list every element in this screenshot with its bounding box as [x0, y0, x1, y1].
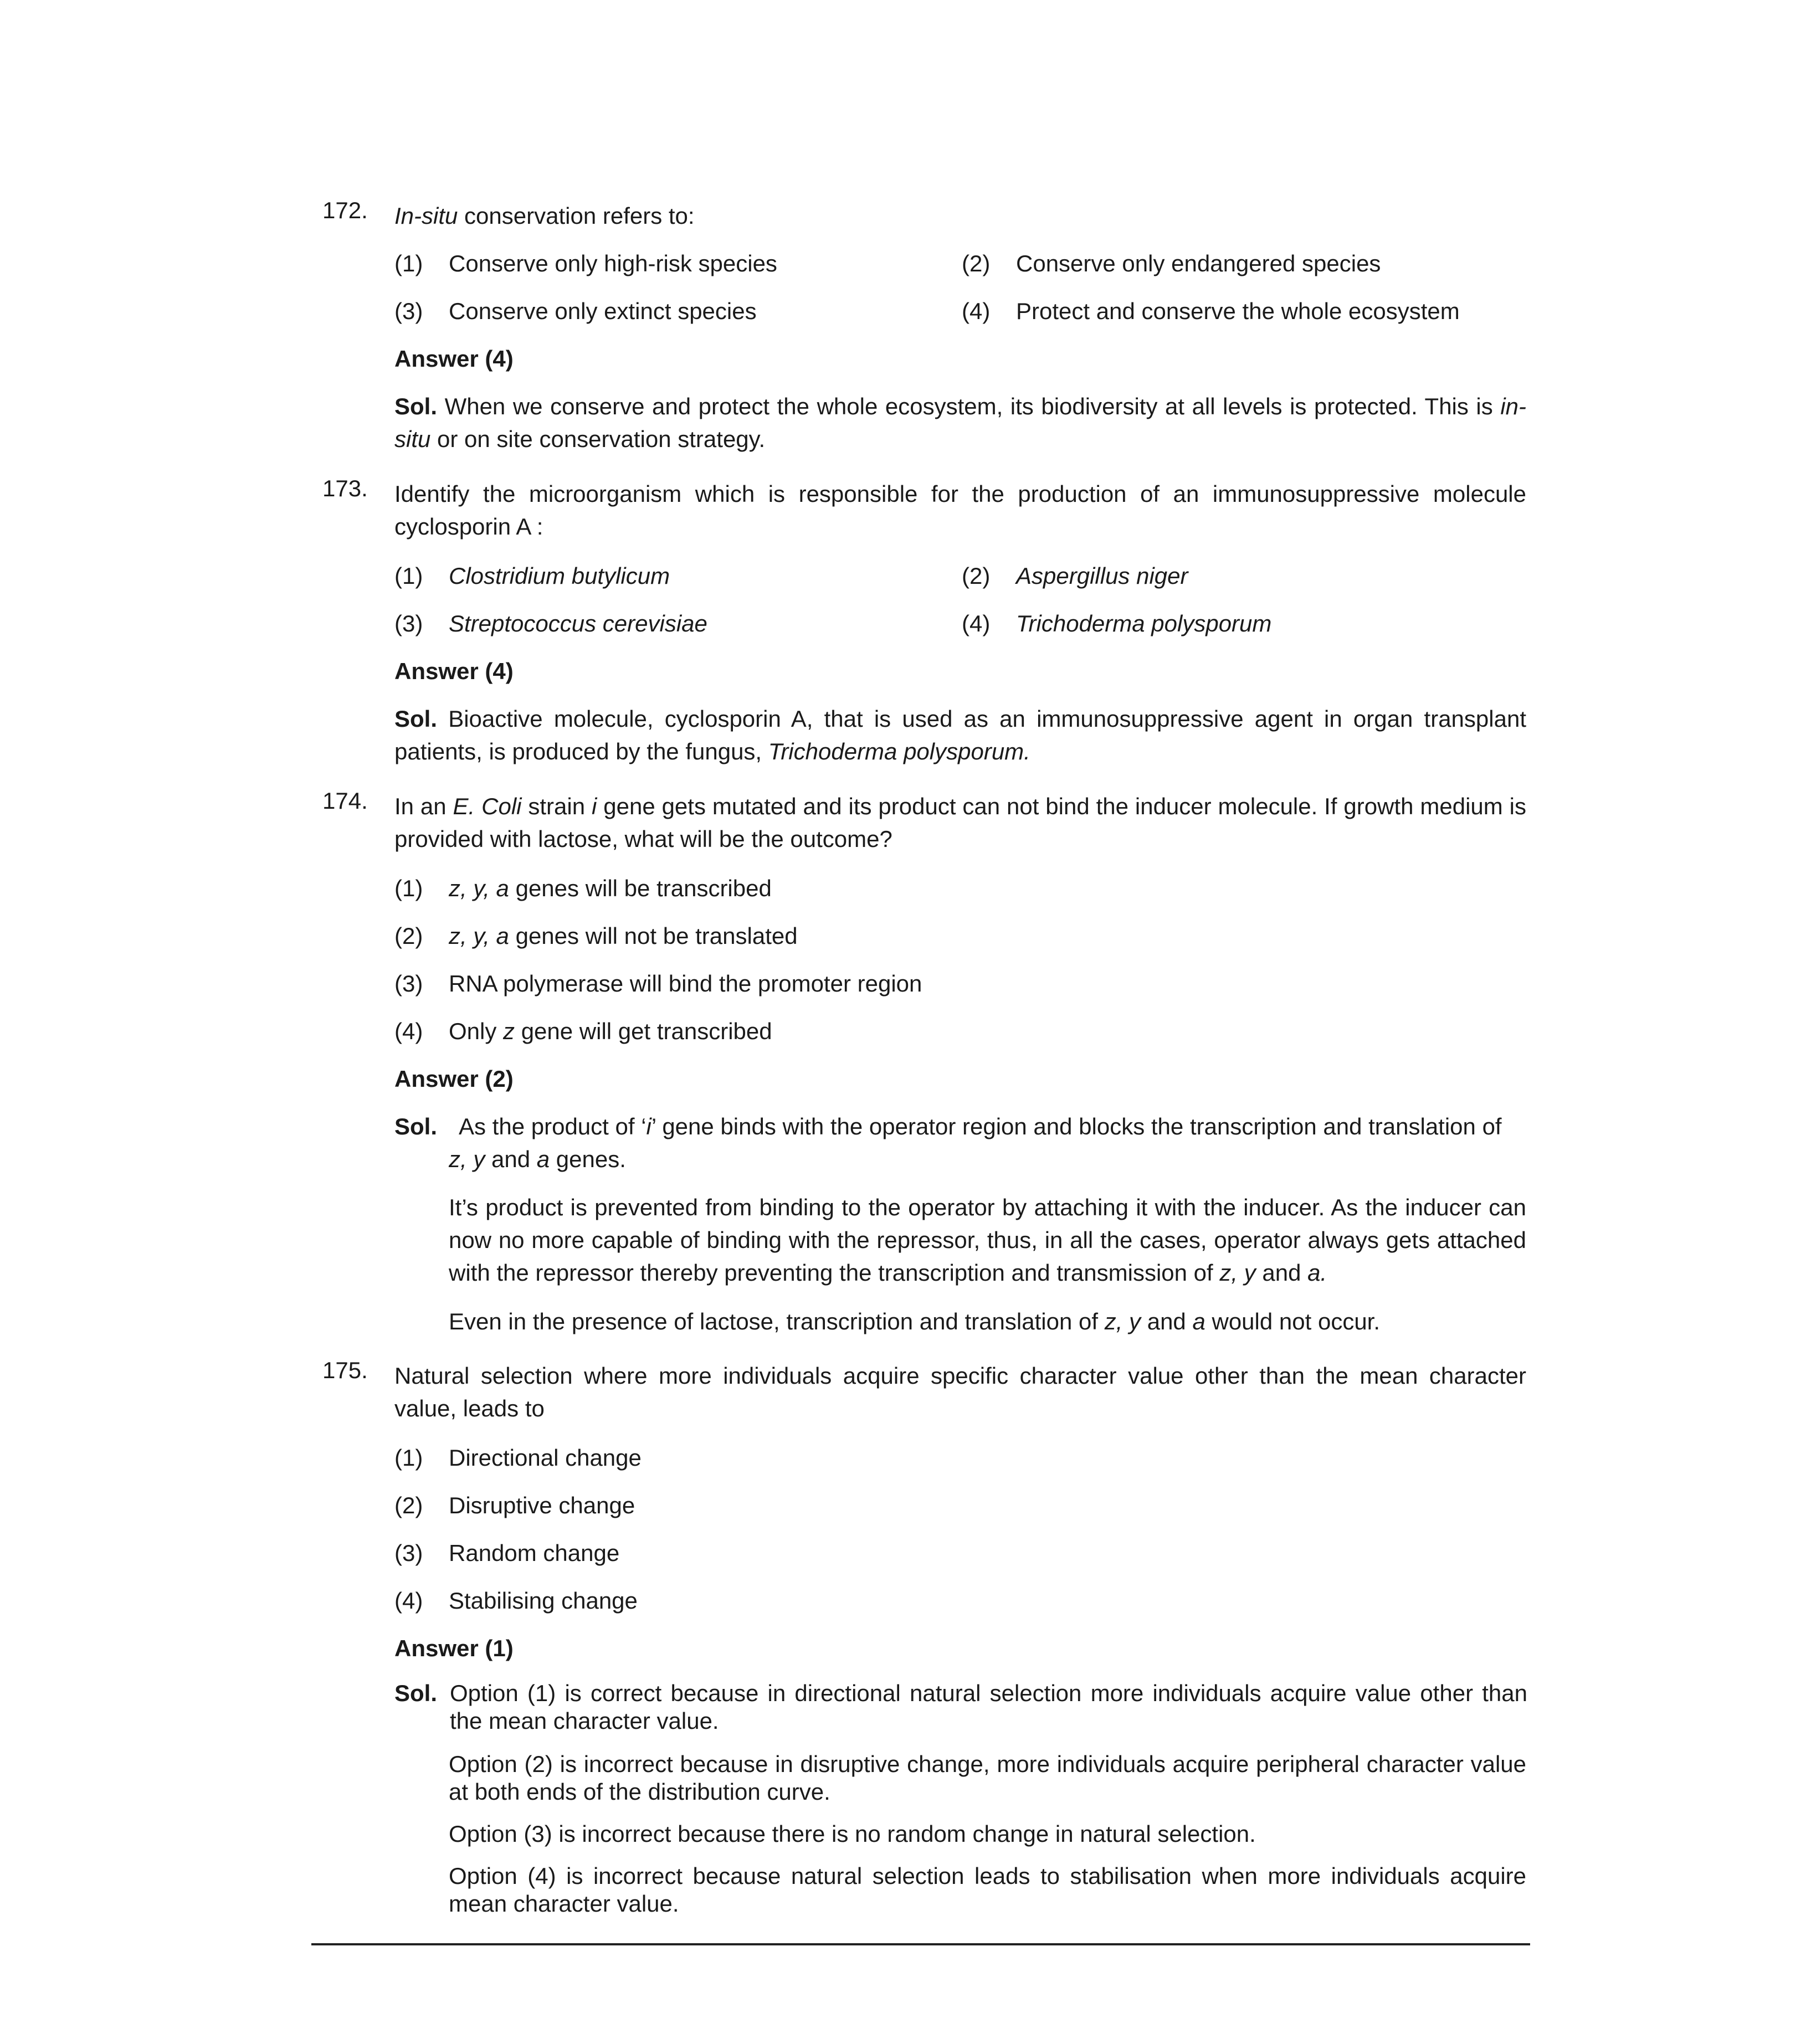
answer-label: Answer (1)	[394, 1635, 514, 1661]
solution-paragraph-1-cont: z, y and a genes.	[449, 1146, 626, 1172]
answer-label: Answer (4)	[394, 658, 514, 684]
solution-paragraph-2: It’s product is prevented from binding to the operator by attaching it with the inducer. As the inducer can now no more capable of binding with the repressor, thus, in all the cases, operator always gets attached with the repressor thereby preventing the transcription and transmission of z, y and a.	[449, 1194, 1526, 1286]
question-text: In an E. Coli strain i gene gets mutated and its product can not bind the inducer molecule. If growth medium is provided with lactose, what will be the outcome?	[394, 793, 1526, 852]
solution-paragraph-2: Option (2) is incorrect because in disruptive change, more individuals acquire peripheral character value at both ends of the distribution curve.	[449, 1751, 1526, 1805]
question-number: 173.	[322, 475, 368, 501]
solution-paragraph-1: As the product of ‘i’ gene binds with the operator region and blocks the transcription and translation of	[459, 1113, 1502, 1139]
option-3: (3) Streptococcus cerevisiae	[394, 610, 707, 636]
question-number: 175.	[322, 1357, 368, 1383]
footer-divider	[311, 1943, 1530, 1945]
option-4: (4) Trichoderma polysporum	[962, 610, 1272, 636]
solution-label: Sol.	[394, 1680, 438, 1706]
solution-paragraph-3: Even in the presence of lactose, transcription and translation of z, y and a would not occur.	[449, 1308, 1381, 1334]
solution-paragraph-4: Option (4) is incorrect because natural selection leads to stabilisation when more individuals acquire mean character value.	[449, 1863, 1526, 1917]
option-4: (4) Only z gene will get transcribed	[394, 1018, 772, 1044]
question-number: 172.	[322, 197, 368, 223]
option-1: (1) Directional change	[394, 1445, 642, 1471]
option-1: (1) Clostridium butylicum	[394, 563, 670, 589]
question-number: 174.	[322, 788, 368, 814]
option-3: (3) Conserve only extinct species	[394, 298, 757, 324]
option-1: (1) z, y, a genes will be transcribed	[394, 875, 772, 901]
solution: Sol. Bioactive molecule, cyclosporin A, that is used as an immunosuppressive agent in organ transplant patients, is produced by the fungus, Trichoderma polysporum.	[394, 706, 1526, 764]
option-2: (2) Conserve only endangered species	[962, 250, 1381, 276]
option-1: (1) Conserve only high-risk species	[394, 250, 777, 276]
question-text: Identify the microorganism which is responsible for the production of an immunosuppressive molecule cyclosporin A :	[394, 481, 1526, 540]
solution-paragraph-3: Option (3) is incorrect because there is no random change in natural selection.	[449, 1821, 1256, 1847]
option-2: (2) z, y, a genes will not be translated	[394, 923, 798, 949]
option-3: (3) RNA polymerase will bind the promoter region	[394, 970, 922, 997]
question-text: Natural selection where more individuals acquire specific character value other than the mean character value, leads to	[394, 1363, 1526, 1421]
question-text: In-situ conservation refers to:	[394, 203, 695, 229]
option-2: (2) Aspergillus niger	[962, 563, 1188, 589]
option-2: (2) Disruptive change	[394, 1492, 635, 1518]
option-4: (4) Stabilising change	[394, 1588, 638, 1614]
solution-paragraph-1: Option (1) is correct because in directional natural selection more individuals acquire value other than the mean character value.	[450, 1680, 1527, 1734]
answer-label: Answer (4)	[394, 346, 514, 372]
option-3: (3) Random change	[394, 1540, 620, 1566]
solution-label-line: Sol.	[394, 1113, 438, 1139]
solution: Sol. When we conserve and protect the whole ecosystem, its biodiversity at all levels is protected. This is in-situ or on site conservation strategy.	[394, 393, 1526, 452]
answer-label: Answer (2)	[394, 1066, 514, 1092]
option-4: (4) Protect and conserve the whole ecosystem	[962, 298, 1460, 324]
